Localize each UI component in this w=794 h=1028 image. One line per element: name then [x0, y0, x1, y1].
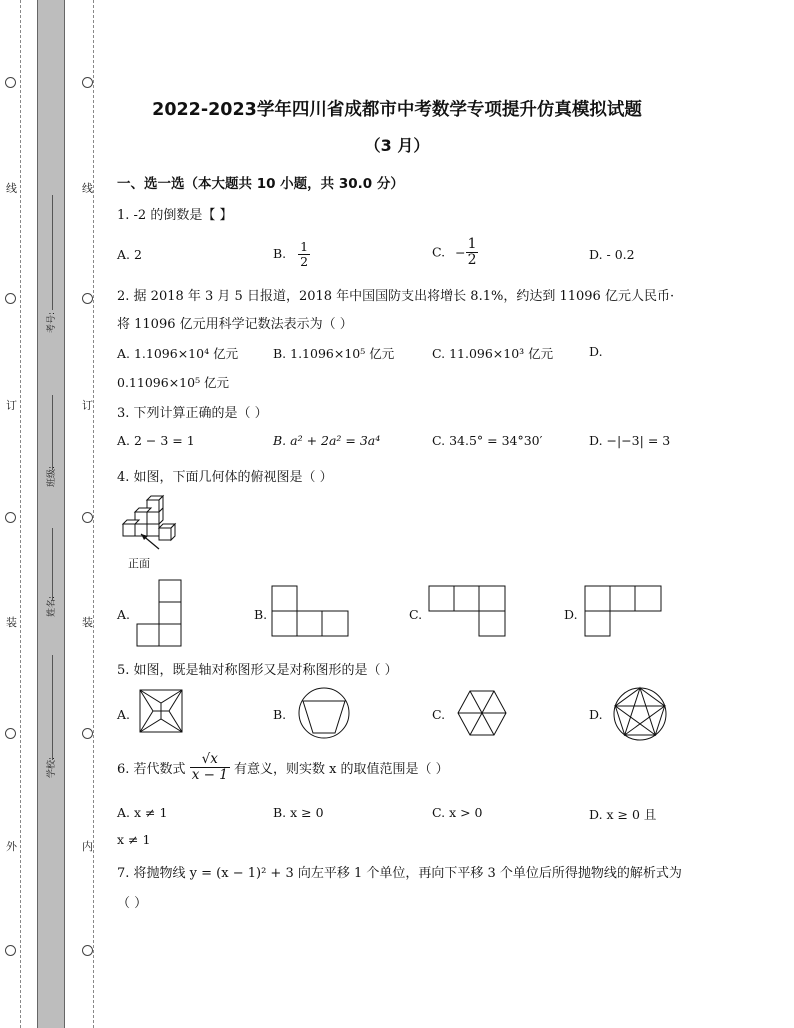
q2-option-d: D. [589, 344, 603, 359]
exam-title: 2022-2023学年四川省成都市中考数学专项提升仿真模拟试题 [152, 100, 642, 120]
q4-option-c-figure [428, 585, 508, 637]
q3-option-d: D. −|−3| = 3 [589, 433, 671, 448]
question-5-stem: 5. 如图，既是轴对称图形又是对称图形的是（ ） [117, 663, 398, 678]
q6-option-a: A. x ≠ 1 [117, 805, 168, 820]
q4-option-d-figure [584, 585, 664, 637]
binding-hole [5, 512, 16, 523]
binding-hole [82, 945, 93, 956]
q1-c-denominator: 2 [467, 252, 477, 269]
field-exam-number: 考号: [47, 311, 57, 333]
question-7-line-1: 7. 将抛物线 y = (x − 1)² + 3 向左平移 1 个单位，再向下平移 3 个单位后所得抛物线的解析式为 [117, 866, 682, 881]
binding-hole [82, 728, 93, 739]
question-2-line-1: 2. 据 2018 年 3 月 5 日报道，2018 年中国国防支出将增长 8.1%，约达到 11096 亿元人民币· [117, 289, 675, 304]
q4-front-caption: 正面 [128, 557, 150, 570]
q1-option-a: A. 2 [117, 247, 142, 262]
question-1-stem: 1. -2 的倒数是【 】 [117, 208, 233, 223]
q6-fraction-numerator: √x [190, 752, 230, 768]
q4-option-c: C. [409, 607, 423, 622]
q6-option-d: D. x ≥ 0 且 [589, 807, 657, 822]
q3-option-c: C. 34.5° = 34°30′ [432, 433, 543, 448]
binding-hole [82, 293, 93, 304]
q6-suffix: 有意义，则实数 x 的取值范围是（ ） [233, 761, 449, 777]
q2-option-a: A. 1.1096×10⁴ 亿元 [117, 346, 239, 361]
field-name: 姓名: [47, 595, 57, 617]
binding-hole [5, 728, 16, 739]
exam-subtitle: （3 月） [364, 136, 430, 155]
q1-c-sign: − [455, 245, 466, 261]
margin-char-zhuang: 装 [6, 616, 17, 629]
q4-option-b-figure [271, 585, 351, 637]
q5-option-c: C. [432, 707, 446, 722]
q1-option-b [273, 240, 310, 269]
q1-b-numerator: 1 [300, 239, 309, 254]
question-4-stem: 4. 如图，下面几何体的俯视图是（ ） [117, 470, 333, 485]
q3-option-b: B. a² + 2a² = 3a⁴ [273, 433, 381, 448]
q1-b-denominator: 2 [300, 253, 309, 269]
q2-option-b: B. 1.1096×10⁵ 亿元 [273, 346, 395, 361]
q6-option-d-cont: x ≠ 1 [117, 832, 151, 847]
margin-char-ding: 订 [6, 399, 17, 412]
q4-solid-figure [117, 494, 181, 552]
q5-option-b: B. [273, 707, 287, 722]
question-7-line-2: （ ） [117, 896, 148, 911]
binding-hole [82, 77, 93, 88]
field-underline [52, 395, 53, 470]
q4-option-a: A. [117, 607, 131, 622]
q4-option-b: B. [254, 607, 268, 622]
q1-option-b-label: B. [273, 245, 287, 261]
q4-option-a-figure [136, 579, 184, 649]
q5-option-d-figure [612, 686, 668, 742]
q5-option-d: D. [589, 707, 603, 722]
q6-option-c: C. x > 0 [432, 805, 483, 820]
question-6-stem [117, 752, 449, 783]
binding-hole [82, 512, 93, 523]
field-underline [52, 655, 53, 760]
question-3-stem: 3. 下列计算正确的是（ ） [117, 406, 268, 421]
q4-option-d: D. [564, 607, 578, 622]
field-class: 班级: [47, 465, 57, 487]
q5-option-b-figure [297, 686, 351, 740]
q6-fraction-denominator: x − 1 [191, 766, 228, 783]
margin-char-xian: 线 [82, 182, 93, 195]
margin-char-wai: 外 [6, 840, 17, 853]
q2-option-c: C. 11.096×10³ 亿元 [432, 346, 554, 361]
q5-option-a-figure [139, 689, 184, 734]
q6-prefix: 6. 若代数式 [117, 761, 186, 777]
binding-hole [5, 77, 16, 88]
q6-option-b: B. x ≥ 0 [273, 805, 324, 820]
q3-option-a: A. 2 − 3 = 1 [117, 433, 195, 448]
margin-char-xian: 线 [6, 182, 17, 195]
q5-option-a: A. [117, 707, 131, 722]
field-underline [52, 195, 53, 310]
question-2-line-2: 将 11096 亿元用科学记数法表示为（ ） [117, 317, 353, 332]
q1-option-c-label: C. [432, 244, 446, 260]
margin-char-zhuang: 装 [82, 616, 93, 629]
q1-option-d: D. - 0.2 [589, 247, 635, 262]
binding-hole [5, 945, 16, 956]
q1-option-c [432, 237, 478, 269]
q2-option-d-value: 0.11096×10⁵ 亿元 [117, 375, 230, 390]
field-school: 学校: [47, 756, 57, 778]
field-underline [52, 528, 53, 600]
margin-char-ding: 订 [82, 399, 93, 412]
section-heading: 一、选一选（本大题共 10 小题，共 30.0 分） [117, 176, 404, 192]
binding-hole [5, 293, 16, 304]
q5-option-c-figure [456, 689, 508, 737]
q1-c-numerator: 1 [467, 236, 477, 252]
margin-char-nei: 内 [82, 840, 93, 853]
